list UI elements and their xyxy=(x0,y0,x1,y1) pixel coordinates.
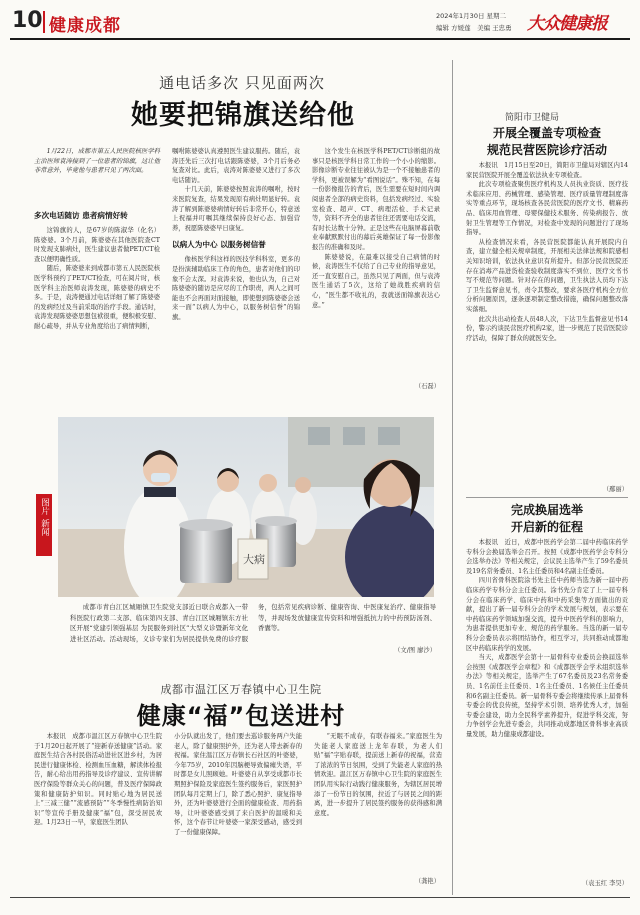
building-window xyxy=(308,427,330,445)
building-window xyxy=(378,427,400,445)
column-divider-right xyxy=(452,60,453,895)
sign-board-text: 大病 xyxy=(243,553,265,566)
article1-col3 xyxy=(312,147,440,392)
page-number: 10 xyxy=(12,8,43,33)
right-bottom-title-line-1: 完成换届选举 xyxy=(510,503,583,517)
photo-news-label xyxy=(36,494,52,556)
doctor-1-mask xyxy=(151,473,170,482)
right-bottom-title-line-2: 开启新的征程 xyxy=(510,520,583,534)
article2-col2: 小分队就出发了，他们要去巡诊服务两户失能老人，除了健康照护外，还为老人带去新春的祝福。家住温江区万春镇长石社区的叶婆婆，今年75岁，2010年因脑梗导致偏瘫失语，平时都是女儿照顾她。叶婆婆自从享受成都市长期照护保险及家庭医生签约服务后，家医照护团队每月定期上门，除了悉心照护、康复指导外，还为叶婆婆进行全面的健康检查、用药指导，让叶婆婆感受到了来自医护的温暖和关怀，这个春节让叶婆婆一家深受感动，感受到了一份健康保障。 xyxy=(174,733,302,836)
news-photo xyxy=(58,417,434,597)
right-top-para-3: 从检查情况来看，各民营医院都能认真开展院内自查，建立健全相关规章制度，开展相关法律法规和院感相关知识培训，依法执业意识有所提升。但部分民营医院还存在消毒产品进货检查验收制度落实不到位、医疗文书书写不规范等问题。针对存在的问题，卫生执法人员均下达了卫生监督意见书，责令其整改，要求各医疗机构全方位分析问题原因，逐条逐项制定整改措施，确保问题整改落实落细。 xyxy=(466,238,628,313)
article1-subhead-1: 多次电话随访 患者病情好转 xyxy=(34,211,128,220)
soup-pot-large xyxy=(180,525,232,583)
right-bottom-para-2: 四川省骨科医院涂书先主任中药师当选为新一届中药临床药学专科分会主任委员。涂书先分肯定了上一届专科分会在临床药学、临床中药和中药采集等方面做出的贡献，提出了新一届专科分会的学术发展与规划，表示要在中药临床药学领域加强交流，提升中医药学科的影响力，为患者提供更加专业、规范的药学服务。当选的新一届专科分会委员表示将团结协作，相互学习，共同推动成都地区中药临床药学的发展。 xyxy=(466,577,628,652)
right-top-signature: （鄢丽） xyxy=(602,486,628,493)
article1-signature: （石磊） xyxy=(414,383,440,390)
section-divider xyxy=(43,11,45,33)
right-top-title-line-2: 规范民营医院诊疗活动 xyxy=(486,143,607,157)
header-rule xyxy=(10,38,630,40)
article1-col2-para-1: 嘱咐陈婆婆认真遵照医生建议服药。随后，袁涛还先后三次打电话跟陈婆婆，3个月后务必复查对比。此后，袁涛对陈婆婆又进行了多次电话随访。 xyxy=(172,148,300,184)
right-section-divider xyxy=(466,497,628,498)
right-bottom-para-3: 当天，成都医学会第十一届骨科专业委员会换届选举会按照《成都医学会章程》和《成都医学会学术组织选举办法》等相关规定，选举产生了67名委员及23名常务委员、1名前任主任委员、1名主任委员、1名候任主任委员和6名副主任委员。新一届骨科专委会将继续传承上届骨科专委会的优良传统，坚持学术引领、培养优秀人才，加强专委会建设，助力全民科学素养提升，促进学科交流，努力争创学会先进专委会，共同推动成都地区骨科事业高质量发展，助力健康成都建设。 xyxy=(466,654,628,738)
doctor-1-scarf xyxy=(144,487,176,497)
photo-caption xyxy=(70,602,436,646)
doctor-4-head xyxy=(295,477,311,493)
right-top-body xyxy=(466,161,628,484)
right-bottom-para-1: 本报讯 近日，成都中医药学会第二届中药临床药学专科分会换届选举会召开。按照《成都中医药学会专科分会选举办法》等相关规定，会议民主选举产生了59名委员及19名常务委员、1名主任委员和4名副主任委员。 xyxy=(466,539,628,575)
article2-col3: “无眠不成春，有联春福来。”家庭医生为失能老人家庭送上龙年春联，为老人们贴“福”字贴春联，提前送上新春的祝福，营造了浓浓的节日氛围，受到了失能老人家庭的热情欢迎。温江区万春镇中心卫生院的家庭医生团队用实际行动践行健康服务，为辖区居民增添了一份节日的氛围，拉近了与居民之间的距离，进一步提升了居民签约服务的获得感和满意度。 xyxy=(314,733,442,817)
article1-col1 xyxy=(34,226,160,386)
right-bottom-signature: （袁玉红 李昊） xyxy=(581,880,628,887)
photo-news-label-top: 图片 xyxy=(39,498,50,515)
article1-lead: 1月22日，成都市第五人民医院核医学科主治医师袁涛接到了一位患者的锦旗，这让他非常意外，毕竟他与患者只见了两次面。 xyxy=(34,148,160,175)
footer-rule xyxy=(10,897,630,898)
doctor-3-head xyxy=(259,474,277,492)
article1-subhead-2: 以病人为中心 以服务树信誉 xyxy=(172,240,266,250)
page-header xyxy=(0,0,640,40)
photo-caption-text: 成都市青白江区城厢镇卫生院党支部近日联合成都入一带科医院行政第二支部、临床第四支部、青白江区城厢镇东方社区开展“党建引领强基层 为民服务到社区”大型义诊暨新年文化进社区活动。活动现场，义诊专家们为居民提供免费的诊疗服务，包括常见疾病诊断、健康咨询、中医康复治疗、健康指导等，并现场发放健康宣传资料和增强抵抗力的中药预防汤剂、香囊等。 xyxy=(70,603,436,643)
right-top-para-4: 此次共出动检查人员48人次，下达卫生监督意见书14份，警示约谈民营医疗机构2家，进一步规范了民营医院诊疗活动，保障了群众的就医安全。 xyxy=(466,315,628,342)
article1-col3-para-2: 陈婆婆说，在最难以接受自己病情的时候，袁涛医生不仅给了自己专业的指导意见，还一直安慰自己，虽然只见了两面，但与袁涛医生通话了5次，这给了她战胜疾病的信心，“医生都不收礼的，我就送面锦旗表达心意。” xyxy=(312,253,440,309)
right-top-kicker: 简阳市卫健局 xyxy=(505,113,560,123)
article1-col2 xyxy=(172,147,300,392)
article1-col2-para-3: 像核医学科这样的医技学科科室，更多的是扮演辅助临床工作的角色，患者对他们的印象不会太深。对袁涛来说，他也认为，自己对陈婆婆的随访是应尽的工作职责，两人之间可能也不会再面对面接触，即使想到陈婆婆会送来一面“以病人为中心，以服务树信誉”的锦旗。 xyxy=(172,256,300,321)
soup-pot-large-lid xyxy=(179,519,233,531)
date-line: 2024年1月30日 星期二 xyxy=(436,12,507,20)
photo-credit: （文/图 廖沙） xyxy=(394,647,436,654)
article1-col2-para-2: 十几天前，陈婆婆按照袁涛的嘱咐，按时来医院复查，结果发现原有病灶明显好转。袁涛了解到陈婆婆病情好转后非常开心，特意送上祝福并叮嘱其继续保持良好心态、加强营养，祝愿陈婆婆早日康复。 xyxy=(172,186,300,232)
masthead-logo: 大众健康报 xyxy=(527,14,607,34)
article1-col3-para-1: 这个发生在核医学科PET/CT诊断组的故事只是核医学科日常工作的一个小小的缩影。影像诊断专业往往被认为是一个不接触患者的学科，更被误解为“看图说话”。殊不知，在每一份影像报告的背后，医生需要在短时间内调阅患者全部的病史资料，包括发病经过、实验室检查、超声、CT、病理活检、手术记录等，资料不齐全的患者往往还需要电话交流，有时长达数十分钟。正是这些在电脑屏幕前敬业奉献默默付出的幕后英雄保证了每一份影像报告的准确和及时。 xyxy=(312,148,440,251)
article1-kicker: 通电话多次 只见面两次 xyxy=(159,74,325,92)
article1-col1-para-2: 随后，陈婆婆来到成都市第五人民医院核医学科预约了PET/CT检查，可在阅片时，核医学科主治医师袁涛发现，陈婆婆的病史不多。于是，袁涛便通过电话详细了解了陈婆婆的发病经过及当前采取的治疗手段。通话时，袁涛发现陈婆婆思想包袱很重，便积极安慰、耐心疏导，并从专业角度给出了病情判断， xyxy=(34,265,160,330)
article2-kicker: 成都市温江区万春镇中心卫生院 xyxy=(160,683,322,696)
right-top-para-1: 本报讯 1月15日至20日，简阳市卫健局对辖区内14家民营医院开展全覆盖依法执业专项检查。 xyxy=(466,162,628,179)
article2-col1: 本报讯 成都市温江区万春镇中心卫生院于1月20日起开展了“迎新春送健康”活动。家庭医生结合各村民俗活动进社区进乡村，为居民进行健康体检、检测血压血糖，解读体检报告，耐心给出用药指导及诊疗建议、宣传讲解医疗保险等群众关心的问题，普及医疗保障政策和健康防护知识。同时贴心地为居民送上“三减三健”“流感预防”“冬季慢性病防治知识”等宣传手册及健康“福”包，深受居民欢迎。1月23日一早，家庭医生团队 xyxy=(34,733,162,827)
article2-title: 健康“福”包送进村 xyxy=(136,702,346,730)
right-bottom-body xyxy=(466,538,628,876)
article1-title: 她要把锦旗送给他 xyxy=(131,100,355,131)
right-top-para-2: 此次专项检查聚焦医疗机构及人员执业资质、医疗技术临床应用、药械管理、感染管理、医疗质量管理制度落实等重点环节，现场核查各民营医院的医疗文书、精麻药品、临床用血管理、母婴保健技术服务、传染病报告、放射卫生管理等工作情况，对检查中发现的问题进行了现场指导。 xyxy=(466,181,628,237)
editor-line: 编辑 方媛莲 美编 王忠勇 xyxy=(436,24,512,32)
photo-news-label-bottom: 新闻 xyxy=(39,519,50,536)
article1-col1-para-1: 这锦旗的人，是67岁的陈淑华（化名）陈婆婆。3个月前，陈婆婆在其他医院查CT时发现支肺病灶，医生建议患者做PET/CT检查以便明确性质。 xyxy=(34,227,160,263)
building-window xyxy=(343,427,365,445)
article2-signature: （龚艳） xyxy=(414,878,440,885)
right-top-title-line-1: 开展全覆盖专项检查 xyxy=(492,126,601,140)
section-name: 健康成都 xyxy=(49,16,121,36)
soup-pot-small-lid xyxy=(255,516,297,526)
